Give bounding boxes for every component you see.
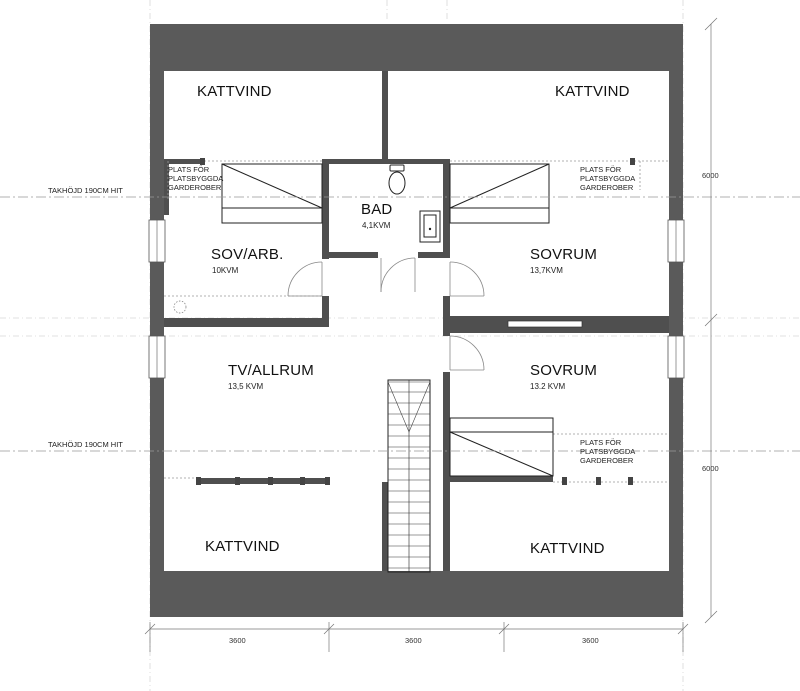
dimension-bottom-left: 3600 <box>229 636 246 645</box>
interior-walls <box>164 71 669 571</box>
dimension-bottom-right: 3600 <box>582 636 599 645</box>
note-wardrobe-right-upper <box>580 165 635 192</box>
wardrobe-left <box>222 164 322 223</box>
dimension-right <box>705 18 717 623</box>
note-wardrobe-left <box>168 165 223 192</box>
sink <box>420 211 440 242</box>
room-label-bad: BAD <box>361 201 393 218</box>
note-line: GARDEROBER <box>580 456 634 465</box>
room-label-kattvind-bottom-left: KATTVIND <box>205 538 280 555</box>
wardrobe-right-upper <box>450 164 549 223</box>
note-line: PLATS FÖR <box>580 438 622 447</box>
hatch-symbol <box>174 301 186 313</box>
note-line: GARDEROBER <box>580 183 634 192</box>
room-label-kattvind-bottom-right: KATTVIND <box>530 540 605 557</box>
note-line: PLATSBYGGDA <box>168 174 224 183</box>
note-line: PLATS FÖR <box>168 165 210 174</box>
staircase <box>388 380 430 572</box>
doors <box>288 258 484 370</box>
note-wardrobe-right-lower <box>580 438 635 465</box>
room-area-bad: 4,1KVM <box>362 221 391 230</box>
room-area-sovrum-upper: 13,7KVM <box>530 266 563 275</box>
room-label-sovrum-lower: SOVRUM <box>530 362 598 379</box>
room-area-sovrum-lower: 13.2 KVM <box>530 382 566 391</box>
dimension-bottom-middle: 3600 <box>405 636 422 645</box>
note-ceiling-height-upper: TAKHÖJD 190CM HIT <box>48 186 123 195</box>
room-area-sov-arb: 10KVM <box>212 266 239 275</box>
skylight-slot <box>508 321 582 327</box>
room-label-kattvind-top-right: KATTVIND <box>555 83 630 100</box>
toilet <box>389 165 405 194</box>
note-ceiling-height-lower: TAKHÖJD 190CM HIT <box>48 440 123 449</box>
side-windows <box>149 220 684 378</box>
room-label-sovrum-upper: SOVRUM <box>530 246 598 263</box>
dimension-right-lower: 6000 <box>702 464 719 473</box>
wardrobe-right-lower <box>450 418 553 476</box>
room-label-kattvind-top-left: KATTVIND <box>197 83 272 100</box>
room-label-sov-arb: SOV/ARB. <box>211 246 284 263</box>
note-line: PLATS FÖR <box>580 165 622 174</box>
room-label-tv-allrum: TV/ALLRUM <box>228 362 314 379</box>
note-line: GARDEROBER <box>168 183 222 192</box>
room-area-tv-allrum: 13,5 KVM <box>228 382 264 391</box>
note-line: PLATSBYGGDA <box>580 447 636 456</box>
dimension-right-upper: 6000 <box>702 171 719 180</box>
note-line: PLATSBYGGDA <box>580 174 636 183</box>
